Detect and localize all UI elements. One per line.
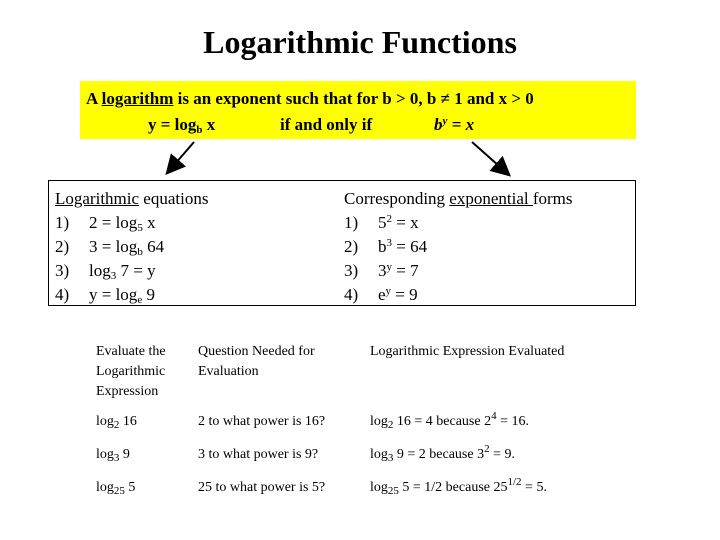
table-header-row bbox=[92, 340, 586, 408]
list-item: 2) $3 = \log_b 64$ bbox=[55, 237, 165, 258]
evaluation-table bbox=[92, 340, 586, 507]
list-item: 3) $3^y = 7$ bbox=[344, 261, 419, 280]
page-title: Logarithmic Functions bbox=[203, 24, 517, 60]
connector-text: if and only if bbox=[280, 115, 373, 134]
table-row bbox=[92, 474, 586, 507]
log-equations-header: Logarithmic equations bbox=[55, 189, 209, 208]
table-header-cell: Logarithmic Expression Evaluated bbox=[370, 344, 565, 359]
table-cell: 3 to what power is 9? bbox=[198, 447, 319, 462]
log-equations-column bbox=[55, 187, 208, 307]
table-row bbox=[92, 441, 586, 474]
table-row bbox=[92, 408, 586, 441]
table-cell: $\log_3 9 = 2$ because $3^2 = 9$. bbox=[370, 443, 515, 464]
log-form: $y = \log_b x$ bbox=[148, 115, 216, 136]
table-header-cell: Evaluate the Logarithmic Expression bbox=[96, 344, 166, 399]
equations-box bbox=[48, 180, 636, 306]
table-cell: $\log_3 9$ bbox=[96, 447, 130, 464]
table-cell: 2 to what power is 16? bbox=[198, 414, 326, 429]
table-cell: $\log_{25} 5$ bbox=[96, 480, 136, 497]
logarithm-term: logarithm bbox=[101, 89, 174, 108]
list-item: 1) $5^2 = x$ bbox=[344, 213, 419, 232]
list-item: 2) $b^3 = 64$ bbox=[344, 237, 428, 256]
table-cell: $\log_2 16 = 4$ because $2^4 = 16$. bbox=[370, 410, 529, 431]
list-item: 3) $\log_3 7 = y$ bbox=[55, 261, 156, 282]
table-header-cell: Question Needed for Evaluation bbox=[198, 344, 315, 379]
exp-forms-column bbox=[344, 187, 573, 307]
table-cell: $\log_{25} 5 = 1/2$ because $25^{1/2} = 5$. bbox=[370, 476, 547, 497]
definition-line: A logarithm is an exponent such that for b > 0, b ≠ 1 and x > 0 bbox=[86, 89, 534, 108]
list-item: 4) $e^y = 9$ bbox=[344, 285, 418, 304]
exp-form: $b^y = x$ bbox=[434, 115, 475, 134]
arrow-right bbox=[472, 142, 508, 174]
exp-forms-header: Corresponding exponential forms bbox=[344, 189, 573, 208]
list-item: 1) $2 = \log_5 x$ bbox=[55, 213, 156, 234]
arrow-left bbox=[168, 142, 194, 172]
table-cell: 25 to what power is 5? bbox=[198, 480, 326, 495]
list-item: 4) $y = \log_e 9$ bbox=[55, 285, 155, 306]
table-cell: $\log_2 16$ bbox=[96, 414, 137, 431]
